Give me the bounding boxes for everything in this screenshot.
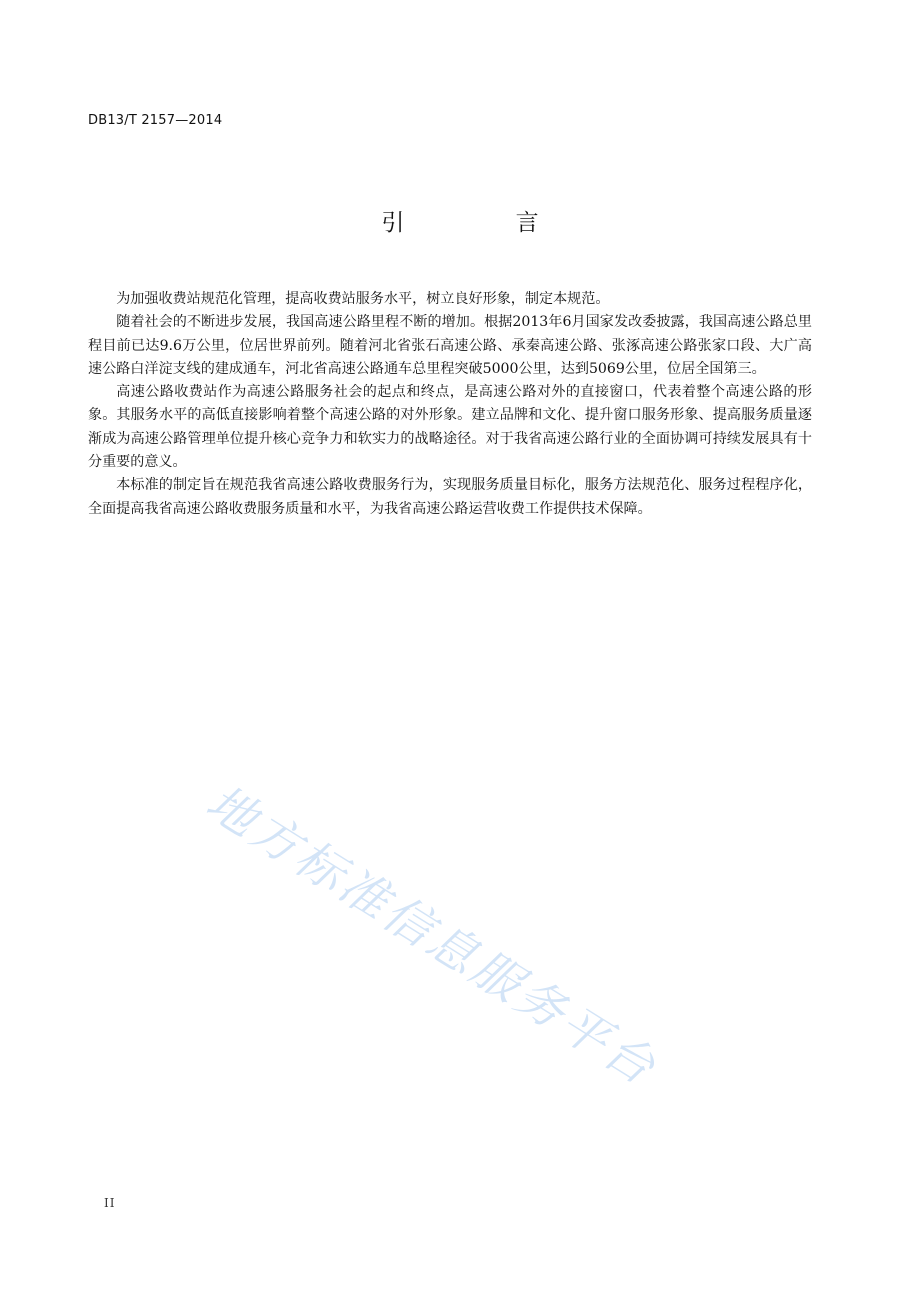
paragraph-3: 高速公路收费站作为高速公路服务社会的起点和终点，是高速公路对外的直接窗口，代表着整个高速公路的形象。其服务水平的高低直接影响着整个高速公路的对外形象。建立品牌和文化、提升窗口服务形象、提高服务质量逐渐成为高速公路管理单位提升核心竞争力和软实力的战略途径。对于我省高速公路行业的全面协调可持续发展具有十分重要的意义。 xyxy=(88,384,812,471)
document-body xyxy=(88,288,812,521)
watermark: 地方标准信息服务平台 xyxy=(196,774,668,1098)
document-code: DB13/T 2157—2014 xyxy=(88,113,223,128)
paragraph-1: 为加强收费站规范化管理，提高收费站服务水平，树立良好形象，制定本规范。 xyxy=(116,291,610,307)
paragraph-4: 本标准的制定旨在规范我省高速公路收费服务行为，实现服务质量目标化，服务方法规范化、服务过程程序化，全面提高我省高速公路收费服务质量和水平，为我省高速公路运营收费工作提供技术保障。 xyxy=(88,477,812,517)
paragraph-2: 随着社会的不断进步发展，我国高速公路里程不断的增加。根据2013年6月国家发改委披露，我国高速公路总里程目前已达9.6万公里，位居世界前列。随着河北省张石高速公路、承秦高速公路、张涿高速公路张家口段、大广高速公路白洋淀支线的建成通车，河北省高速公路通车总里程突破5000公里，达到5069公里，位居全国第三。 xyxy=(88,314,812,377)
page-title: 引 言 xyxy=(381,210,591,236)
page-number: II xyxy=(104,1196,116,1210)
